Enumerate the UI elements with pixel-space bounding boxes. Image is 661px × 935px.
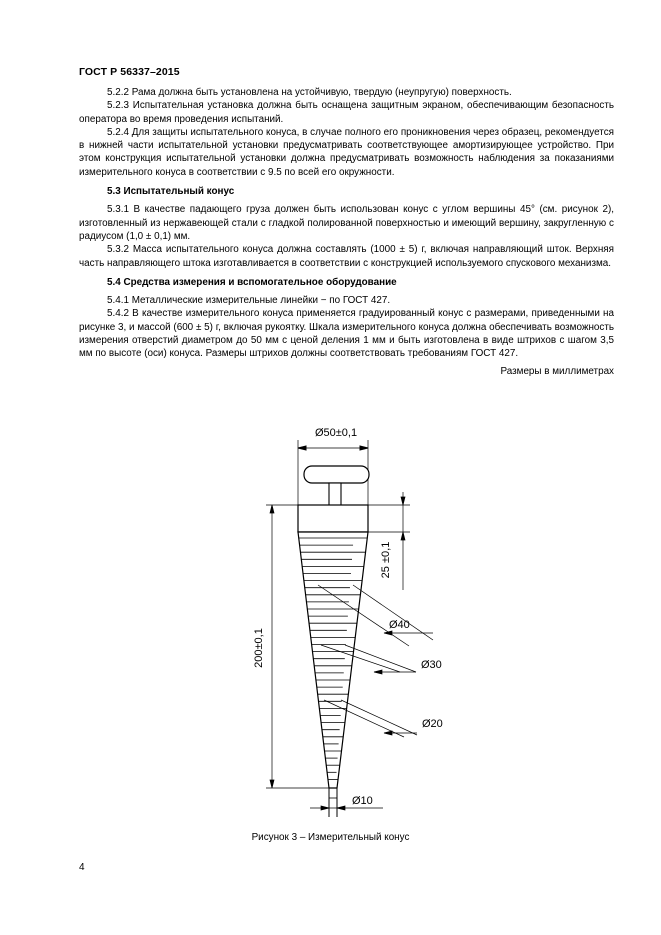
dim-30-arrow — [374, 670, 382, 674]
dim-200-arrow-top — [270, 505, 274, 513]
dim-20-leader-1 — [341, 700, 417, 735]
dim-200-label: 200±0,1 — [253, 628, 265, 668]
cone-body — [298, 532, 368, 788]
dim-top-label: Ø50±0,1 — [314, 427, 358, 439]
dim-10-label: Ø10 — [352, 795, 373, 807]
paragraph-5-2-2: 5.2.2 Рама должна быть установлена на устойчивую, твердую (неупругую) поверхность. — [107, 87, 512, 98]
cone-handle-stem — [329, 483, 341, 508]
document-header: ГОСТ Р 56337–2015 — [79, 66, 180, 78]
paragraph-5-2-4: 5.2.4 Для защиты испытательного конуса, в случае полного его проникновения через образец, рекомендуется в нижней части испытательной установки предусматривать соответствующее амортизирующее устройство. При этом конструкция испытательной установки должна предусматривать возможность наблюдения за показаниями измерительного конуса в соответствии с 9.5 по всей его окружности. — [79, 126, 614, 178]
paragraph-5-2-3: 5.2.3 Испытательная установка должна быть оснащена защитным экраном, обеспечивающим безопасность оператора во время проведения испытаний. — [79, 100, 614, 125]
cone-top-cylinder — [298, 505, 368, 532]
paragraph-5-4-2: 5.4.2 В качестве измерительного конуса применяется градуированный конус с размерами, приведенными на рисунке 3, и массой (600 ± 5) г, включая рукоятку. Шкала измерительного конуса должна обеспечивать возможность измерения отверстий диаметром до 50 мм с ценой деления 1 мм и быть изготовлена в виде штрихов с шагом 3,5 мм по высоте (оси) конуса. Размеры штрихов должны соответствовать требованиям ГОСТ 427. — [79, 308, 614, 360]
dim-10-arrow-left — [321, 806, 329, 810]
dim-25-label: 25 ±0,1 — [380, 541, 392, 579]
dim-200-arrow-bottom — [270, 780, 274, 788]
dim-30-leader-1 — [345, 645, 416, 672]
paragraph-5-3-2: 5.3.2 Масса испытательного конуса должна составлять (1000 ± 5) г, включая направляющий шток. Верхняя часть направляющего штока изготавливается в соответствии с конструкцией используемого спускового механизма. — [79, 244, 614, 269]
paragraph-5-4-1: 5.4.1 Металлические измерительные линейки − по ГОСТ 427. — [107, 295, 391, 307]
dim-25-arrow-bottom — [401, 532, 405, 540]
section-heading-5-3: 5.3 Испытательный конус — [107, 186, 235, 198]
dim-top-arrow-right — [360, 446, 368, 450]
dim-40-leader-1 — [353, 585, 433, 640]
dim-40-label: Ø40 — [389, 619, 410, 631]
units-note: Размеры в миллиметрах — [500, 365, 614, 377]
dim-25-arrow-top — [401, 497, 405, 505]
section-heading-5-4: 5.4 Средства измерения и вспомогательное оборудование — [107, 276, 397, 288]
cone-handle — [304, 466, 369, 483]
dim-30-label: Ø30 — [421, 659, 442, 671]
paragraph-5-3-1: 5.3.1 В качестве падающего груза должен быть использован конус с углом вершины 45° (см. рисунок 2), изготовленный из нержавеющей стали с гладкой полированной поверхностью и имеющий вершину, закругленную с радиусом (1,0 ± 0,1) мм. — [79, 204, 614, 242]
figure-caption: Рисунок 3 – Измерительный конус — [251, 832, 410, 843]
dim-top-arrow-left — [298, 446, 306, 450]
dim-10-arrow-right — [337, 806, 345, 810]
dim-20-label: Ø20 — [422, 718, 443, 730]
dim-20-arrow — [384, 731, 392, 735]
page-number: 4 — [79, 862, 85, 873]
